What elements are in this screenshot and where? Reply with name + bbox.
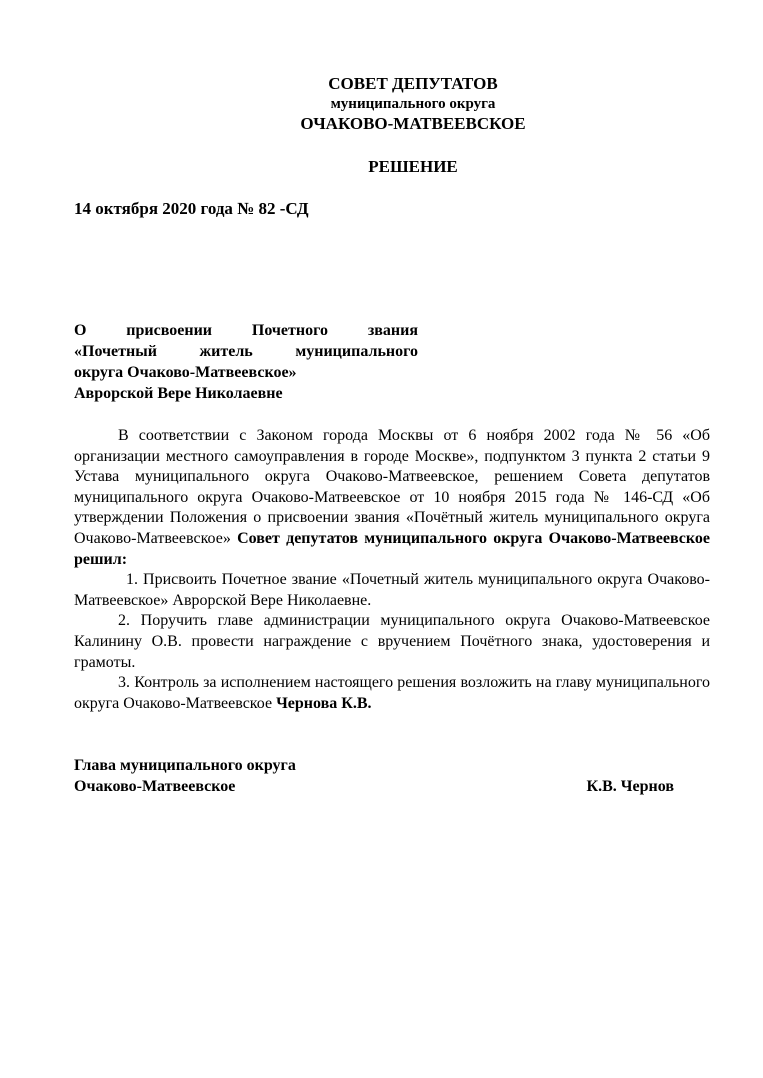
item-3-text: 3. Контроль за исполнением настоящего решения возложить на главу муниципального округа Очаково-Матвеевское (74, 674, 710, 712)
preamble-text: В соответствии с Законом города Москвы от 6 ноября 2002 года № 56 «Об организации местного самоуправления в городе Москве», подпунктом 3 пункта 2 статьи 9 Устава муниципального округа Очаково-Матвеевское, решением Совета депутатов муниципального округа Очаково-Матвеевское от 10 ноября 2015 года № 146-СД «Об утверждении Положения о присвоении звания «Почётный житель муниципального округа Очаково-Матвеевское» (74, 427, 710, 547)
item-3-name: Чернова К.В. (276, 694, 372, 712)
district-name: ОЧАКОВО-МАТВЕЕВСКОЕ (300, 114, 526, 133)
decision-date: 14 октября 2020 года № 82 -СД (74, 199, 309, 218)
decision-body (74, 426, 710, 714)
item-1: 1. Присвоить Почетное звание «Почетный житель муниципального округа Очаково-Матвеевское» Аврорской Вере Николаевне. (74, 571, 710, 609)
subject-line-4: Аврорской Вере Николаевне (74, 385, 283, 402)
item-2: 2. Поручить главе администрации муниципального округа Очаково-Матвеевское Калинину О.В. провести награждение с вручением Почётного знака, удостоверения и грамоты. (74, 612, 710, 671)
decided-text: Совет депутатов муниципального округа Очаково-Матвеевское решил: (74, 529, 711, 568)
document-header (0, 74, 763, 134)
subject-line-3: округа Очаково-Матвеевское» (74, 364, 297, 381)
item-3 (74, 673, 710, 714)
signatory-name: К.В. Чернов (586, 778, 674, 795)
council-title: СОВЕТ ДЕПУТАТОВ (328, 74, 498, 93)
document-type: РЕШЕНИЕ (368, 157, 458, 176)
subject-line-2: «Почетный житель муниципального (74, 343, 418, 360)
council-subtitle: муниципального округа (330, 96, 496, 112)
decision-subject (74, 320, 418, 404)
subject-line-1: О присвоении Почетного звания (74, 322, 418, 339)
signature-position-1: Глава муниципального округа (74, 757, 296, 774)
signature-row (74, 776, 674, 797)
signature-position-2: Очаково-Матвеевское (74, 778, 236, 795)
preamble-paragraph (74, 426, 710, 570)
signature-block (74, 755, 674, 797)
